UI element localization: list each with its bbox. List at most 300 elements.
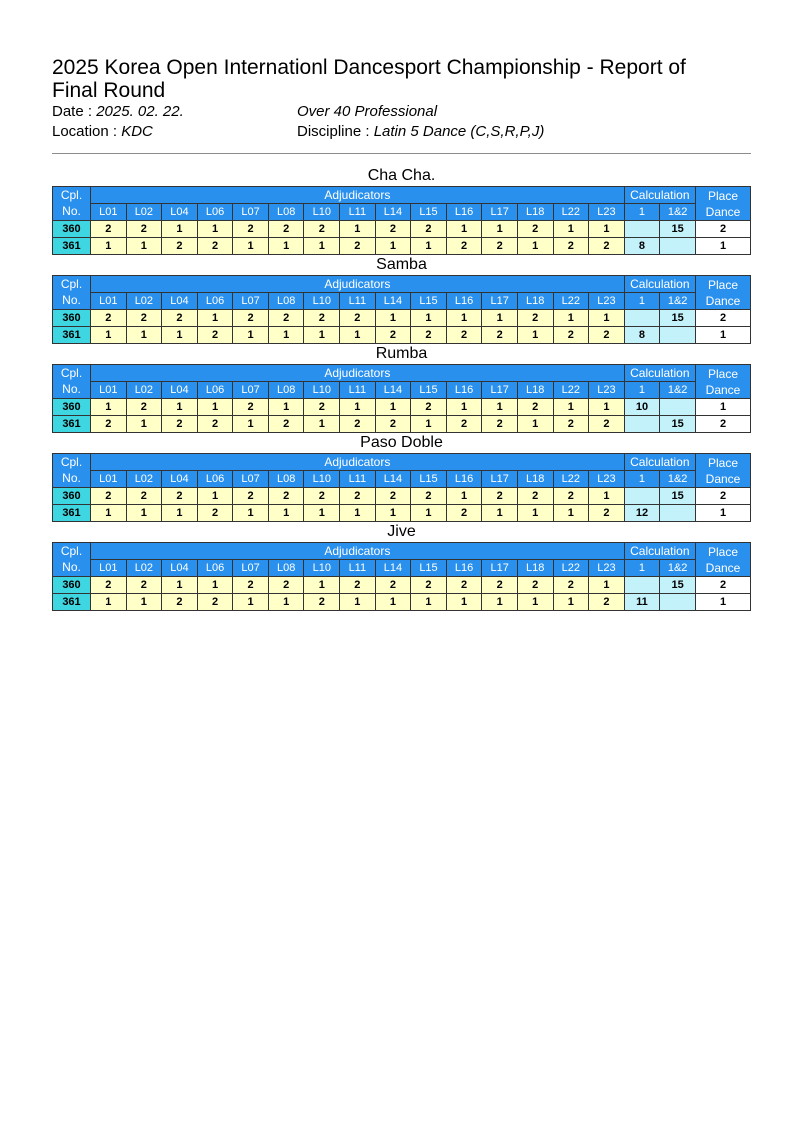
header-divider — [52, 153, 751, 154]
judge-mark: 1 — [375, 505, 411, 522]
table-row — [53, 594, 751, 611]
judge-mark: 1 — [126, 327, 162, 344]
judge-mark: 1 — [446, 594, 482, 611]
judge-header: L02 — [126, 382, 162, 399]
judge-header: L23 — [589, 471, 625, 488]
judge-mark: 2 — [197, 594, 233, 611]
judge-mark: 1 — [589, 399, 625, 416]
dance-section — [52, 166, 751, 255]
judge-mark: 1 — [162, 577, 198, 594]
place-value: 1 — [696, 327, 751, 344]
judge-mark: 2 — [589, 327, 625, 344]
date-value: 2025. 02. 22. — [96, 103, 184, 120]
judge-header: L11 — [340, 471, 376, 488]
dance-label: Dance — [705, 560, 741, 575]
judge-header: L15 — [411, 382, 447, 399]
place-dance-header — [696, 365, 751, 399]
couple-number: 361 — [53, 238, 91, 255]
judge-mark: 1 — [411, 505, 447, 522]
judge-header: L14 — [375, 560, 411, 577]
table-row — [53, 577, 751, 594]
judge-mark: 1 — [340, 399, 376, 416]
judge-mark: 2 — [411, 577, 447, 594]
judge-mark: 1 — [446, 221, 482, 238]
judge-mark: 1 — [375, 594, 411, 611]
no-label: No. — [62, 204, 81, 218]
judge-mark: 2 — [162, 594, 198, 611]
couple-number: 360 — [53, 399, 91, 416]
calculation-header: Calculation — [624, 454, 695, 471]
calc-1and2-value: 15 — [660, 577, 696, 594]
judge-header: L04 — [162, 382, 198, 399]
judge-mark: 2 — [304, 399, 340, 416]
judge-mark: 2 — [162, 238, 198, 255]
calculation-header: Calculation — [624, 365, 695, 382]
judge-header: L06 — [197, 560, 233, 577]
place-dance-header — [696, 543, 751, 577]
dance-results — [52, 166, 751, 611]
couple-number: 361 — [53, 327, 91, 344]
judge-mark: 2 — [233, 488, 269, 505]
judge-header: L02 — [126, 471, 162, 488]
judge-mark: 2 — [482, 327, 518, 344]
place-label: Place — [707, 188, 739, 203]
judge-mark: 2 — [553, 327, 589, 344]
judge-mark: 1 — [517, 505, 553, 522]
judge-mark: 2 — [197, 327, 233, 344]
table-row — [53, 399, 751, 416]
judge-mark: 1 — [126, 416, 162, 433]
judge-mark: 2 — [375, 221, 411, 238]
judge-mark: 2 — [589, 505, 625, 522]
discipline-value: Latin 5 Dance (C,S,R,P,J) — [373, 123, 545, 140]
cpl-label: Cpl. — [60, 366, 83, 380]
place-dance-header — [696, 187, 751, 221]
event-name: Over 40 Professional — [297, 103, 438, 120]
judge-mark: 2 — [411, 221, 447, 238]
place-value: 2 — [696, 416, 751, 433]
cpl-no-header — [53, 276, 91, 310]
judge-mark: 2 — [589, 594, 625, 611]
place-label: Place — [707, 277, 739, 292]
judge-mark: 1 — [197, 399, 233, 416]
judge-mark: 2 — [517, 310, 553, 327]
judge-mark: 1 — [304, 505, 340, 522]
judge-header: L16 — [446, 293, 482, 310]
judge-mark: 2 — [162, 488, 198, 505]
judge-mark: 2 — [375, 327, 411, 344]
judge-mark: 2 — [375, 416, 411, 433]
judge-header: L10 — [304, 382, 340, 399]
calculation-header: Calculation — [624, 543, 695, 560]
dance-title: Cha Cha. — [367, 167, 436, 184]
judge-header: L10 — [304, 204, 340, 221]
judge-mark: 1 — [340, 505, 376, 522]
judge-mark: 1 — [517, 327, 553, 344]
location-value: KDC — [121, 123, 153, 140]
couple-number: 360 — [53, 310, 91, 327]
calculation-header: Calculation — [624, 276, 695, 293]
judge-header: L08 — [268, 382, 304, 399]
judge-mark: 1 — [517, 416, 553, 433]
judge-mark: 1 — [375, 310, 411, 327]
discipline-label: Discipline : — [297, 123, 370, 140]
judge-header: L23 — [589, 204, 625, 221]
judge-header: L11 — [340, 382, 376, 399]
adjudicators-header: Adjudicators — [91, 543, 625, 560]
judge-mark: 1 — [553, 505, 589, 522]
calc-1and2-value: 15 — [660, 416, 696, 433]
judge-mark: 1 — [517, 238, 553, 255]
judge-mark: 2 — [446, 416, 482, 433]
cpl-label: Cpl. — [60, 544, 83, 558]
judge-mark: 2 — [446, 238, 482, 255]
judge-header: L07 — [233, 204, 269, 221]
judge-mark: 2 — [411, 327, 447, 344]
judge-mark: 1 — [589, 310, 625, 327]
judge-mark: 1 — [446, 488, 482, 505]
judge-mark: 1 — [91, 327, 127, 344]
dance-label: Dance — [705, 471, 741, 486]
judge-header: L15 — [411, 293, 447, 310]
place-value: 1 — [696, 399, 751, 416]
place-value: 1 — [696, 238, 751, 255]
judge-mark: 1 — [553, 310, 589, 327]
place-value: 2 — [696, 488, 751, 505]
judge-mark: 1 — [197, 310, 233, 327]
cpl-no-header — [53, 365, 91, 399]
judge-mark: 2 — [233, 577, 269, 594]
judge-header: L17 — [482, 382, 518, 399]
no-label: No. — [62, 382, 81, 396]
judge-mark: 2 — [411, 399, 447, 416]
judge-mark: 1 — [375, 399, 411, 416]
judge-mark: 2 — [589, 238, 625, 255]
calc-1-value — [624, 577, 660, 594]
dance-title: Rumba — [375, 345, 428, 362]
report-header — [52, 56, 752, 142]
judge-mark: 2 — [304, 310, 340, 327]
judge-header: L15 — [411, 471, 447, 488]
judge-header: L14 — [375, 471, 411, 488]
judge-header: L11 — [340, 204, 376, 221]
judge-header: L04 — [162, 471, 198, 488]
judge-mark: 1 — [411, 416, 447, 433]
judge-header: L04 — [162, 204, 198, 221]
judge-mark: 2 — [304, 594, 340, 611]
judge-mark: 2 — [482, 416, 518, 433]
judge-mark: 1 — [91, 594, 127, 611]
judge-mark: 1 — [91, 238, 127, 255]
judge-mark: 1 — [233, 505, 269, 522]
table-row — [53, 488, 751, 505]
calc-1and2-header: 1&2 — [660, 471, 696, 488]
judge-header: L07 — [233, 382, 269, 399]
judge-mark: 2 — [553, 577, 589, 594]
judge-header: L22 — [553, 382, 589, 399]
judge-header: L06 — [197, 204, 233, 221]
judge-mark: 2 — [162, 310, 198, 327]
judge-header: L14 — [375, 382, 411, 399]
results-table — [52, 186, 751, 255]
judge-mark: 1 — [162, 221, 198, 238]
judge-mark: 1 — [375, 238, 411, 255]
judge-mark: 1 — [233, 238, 269, 255]
judge-mark: 2 — [304, 488, 340, 505]
table-row — [53, 238, 751, 255]
judge-mark: 1 — [482, 505, 518, 522]
no-label: No. — [62, 293, 81, 307]
cpl-no-header — [53, 187, 91, 221]
judge-mark: 1 — [340, 594, 376, 611]
results-table — [52, 542, 751, 611]
place-label: Place — [707, 366, 739, 381]
judge-mark: 2 — [304, 221, 340, 238]
judge-mark: 2 — [553, 488, 589, 505]
judge-mark: 1 — [268, 594, 304, 611]
judge-header: L06 — [197, 293, 233, 310]
judge-mark: 2 — [517, 488, 553, 505]
judge-mark: 1 — [268, 505, 304, 522]
judge-mark: 1 — [304, 238, 340, 255]
date-label: Date : — [52, 103, 93, 120]
judge-mark: 2 — [126, 488, 162, 505]
judge-header: L04 — [162, 293, 198, 310]
dance-title: Paso Doble — [360, 434, 443, 451]
judge-header: L06 — [197, 471, 233, 488]
calc-1-value — [624, 310, 660, 327]
judge-mark: 2 — [482, 238, 518, 255]
judge-mark: 2 — [91, 310, 127, 327]
calc-1-value: 12 — [624, 505, 660, 522]
judge-mark: 2 — [517, 221, 553, 238]
judge-mark: 2 — [340, 488, 376, 505]
table-row — [53, 505, 751, 522]
judge-mark: 2 — [517, 577, 553, 594]
judge-mark: 2 — [375, 488, 411, 505]
judge-mark: 2 — [411, 488, 447, 505]
judge-mark: 2 — [340, 416, 376, 433]
place-label: Place — [707, 544, 739, 559]
location-line — [52, 122, 752, 142]
judge-header: L11 — [340, 560, 376, 577]
place-dance-header — [696, 276, 751, 310]
dance-section — [52, 522, 751, 611]
judge-header: L15 — [411, 204, 447, 221]
judge-header: L22 — [553, 560, 589, 577]
calc-1and2-header: 1&2 — [660, 560, 696, 577]
judge-header: L07 — [233, 293, 269, 310]
judge-mark: 1 — [482, 399, 518, 416]
judge-header: L17 — [482, 471, 518, 488]
place-dance-header — [696, 454, 751, 488]
calc-1and2-header: 1&2 — [660, 382, 696, 399]
calc-1-header: 1 — [624, 560, 660, 577]
judge-header: L16 — [446, 204, 482, 221]
calc-1-value — [624, 416, 660, 433]
calc-1and2-value: 15 — [660, 221, 696, 238]
judge-mark: 1 — [553, 594, 589, 611]
judge-mark: 1 — [197, 221, 233, 238]
judge-mark: 1 — [482, 221, 518, 238]
judge-header: L14 — [375, 293, 411, 310]
judge-header: L23 — [589, 293, 625, 310]
dance-section — [52, 344, 751, 433]
report-title-line2: Final Round — [52, 79, 166, 102]
place-value: 1 — [696, 594, 751, 611]
calc-1-header: 1 — [624, 382, 660, 399]
judge-header: L16 — [446, 560, 482, 577]
judge-mark: 2 — [482, 488, 518, 505]
judge-header: L10 — [304, 471, 340, 488]
adjudicators-header: Adjudicators — [91, 187, 625, 204]
judge-mark: 1 — [304, 577, 340, 594]
judge-mark: 2 — [126, 399, 162, 416]
judge-header: L10 — [304, 293, 340, 310]
judge-header: L01 — [91, 382, 127, 399]
judge-mark: 1 — [233, 327, 269, 344]
calc-1and2-value: 15 — [660, 310, 696, 327]
table-row — [53, 416, 751, 433]
judge-mark: 2 — [268, 221, 304, 238]
judge-mark: 2 — [126, 221, 162, 238]
judge-mark: 2 — [268, 416, 304, 433]
judge-mark: 2 — [589, 416, 625, 433]
adjudicators-header: Adjudicators — [91, 365, 625, 382]
judge-header: L17 — [482, 204, 518, 221]
couple-number: 360 — [53, 488, 91, 505]
no-label: No. — [62, 560, 81, 574]
calc-1-header: 1 — [624, 471, 660, 488]
judge-header: L01 — [91, 293, 127, 310]
calc-1and2-value — [660, 327, 696, 344]
judge-mark: 1 — [340, 221, 376, 238]
judge-mark: 1 — [268, 238, 304, 255]
judge-mark: 2 — [446, 505, 482, 522]
calc-1and2-value — [660, 238, 696, 255]
judge-mark: 1 — [304, 416, 340, 433]
judge-mark: 1 — [91, 505, 127, 522]
cpl-label: Cpl. — [60, 455, 83, 469]
judge-mark: 1 — [411, 238, 447, 255]
judge-mark: 2 — [340, 310, 376, 327]
judge-header: L01 — [91, 204, 127, 221]
judge-header: L22 — [553, 204, 589, 221]
cpl-label: Cpl. — [60, 277, 83, 291]
judge-header: L18 — [517, 471, 553, 488]
judge-header: L02 — [126, 293, 162, 310]
adjudicators-header: Adjudicators — [91, 454, 625, 471]
no-label: No. — [62, 471, 81, 485]
place-label: Place — [707, 455, 739, 470]
calc-1and2-value: 15 — [660, 488, 696, 505]
judge-header: L04 — [162, 560, 198, 577]
judge-header: L23 — [589, 560, 625, 577]
table-row — [53, 221, 751, 238]
calc-1and2-value — [660, 505, 696, 522]
judge-mark: 1 — [268, 327, 304, 344]
judge-mark: 2 — [197, 238, 233, 255]
judge-header: L08 — [268, 560, 304, 577]
report-title: 2025 Korea Open Internationl Dancesport Championship - Report of — [52, 56, 686, 79]
judge-mark: 2 — [162, 416, 198, 433]
judge-mark: 2 — [91, 221, 127, 238]
judge-mark: 1 — [162, 327, 198, 344]
judge-header: L17 — [482, 293, 518, 310]
dance-section — [52, 433, 751, 522]
judge-mark: 1 — [411, 310, 447, 327]
judge-mark: 1 — [162, 505, 198, 522]
judge-mark: 2 — [197, 505, 233, 522]
judge-header: L16 — [446, 471, 482, 488]
calc-1and2-header: 1&2 — [660, 293, 696, 310]
couple-number: 361 — [53, 505, 91, 522]
calc-1-value — [624, 488, 660, 505]
judge-header: L02 — [126, 204, 162, 221]
couple-number: 360 — [53, 221, 91, 238]
dance-title: Samba — [376, 256, 427, 273]
date-line — [52, 102, 752, 122]
judge-mark: 1 — [233, 594, 269, 611]
judge-mark: 1 — [197, 577, 233, 594]
judge-header: L02 — [126, 560, 162, 577]
cpl-no-header — [53, 543, 91, 577]
judge-mark: 1 — [589, 488, 625, 505]
judge-mark: 1 — [126, 238, 162, 255]
calc-1-value: 11 — [624, 594, 660, 611]
judge-header: L07 — [233, 560, 269, 577]
judge-mark: 1 — [553, 399, 589, 416]
dance-label: Dance — [705, 293, 741, 308]
calculation-header: Calculation — [624, 187, 695, 204]
judge-header: L08 — [268, 204, 304, 221]
judge-header: L22 — [553, 471, 589, 488]
judge-mark: 1 — [91, 399, 127, 416]
judge-mark: 1 — [197, 488, 233, 505]
couple-number: 361 — [53, 594, 91, 611]
judge-mark: 2 — [233, 399, 269, 416]
judge-header: L14 — [375, 204, 411, 221]
judge-mark: 2 — [91, 577, 127, 594]
cpl-no-header — [53, 454, 91, 488]
calc-1-value: 8 — [624, 327, 660, 344]
calc-1-value: 8 — [624, 238, 660, 255]
couple-number: 360 — [53, 577, 91, 594]
calc-1-value — [624, 221, 660, 238]
judge-header: L07 — [233, 471, 269, 488]
adjudicators-header: Adjudicators — [91, 276, 625, 293]
dance-label: Dance — [705, 382, 741, 397]
place-value: 2 — [696, 310, 751, 327]
judge-header: L08 — [268, 293, 304, 310]
judge-mark: 1 — [162, 399, 198, 416]
dance-title: Jive — [387, 523, 416, 540]
judge-mark: 1 — [446, 399, 482, 416]
judge-mark: 2 — [233, 221, 269, 238]
judge-mark: 2 — [340, 577, 376, 594]
dance-section — [52, 255, 751, 344]
judge-mark: 2 — [126, 577, 162, 594]
judge-mark: 1 — [553, 221, 589, 238]
place-value: 2 — [696, 221, 751, 238]
judge-mark: 1 — [340, 327, 376, 344]
judge-mark: 1 — [482, 594, 518, 611]
calc-1-header: 1 — [624, 204, 660, 221]
cpl-label: Cpl. — [60, 188, 83, 202]
judge-mark: 2 — [268, 310, 304, 327]
dance-label: Dance — [705, 204, 741, 219]
calc-1and2-header: 1&2 — [660, 204, 696, 221]
